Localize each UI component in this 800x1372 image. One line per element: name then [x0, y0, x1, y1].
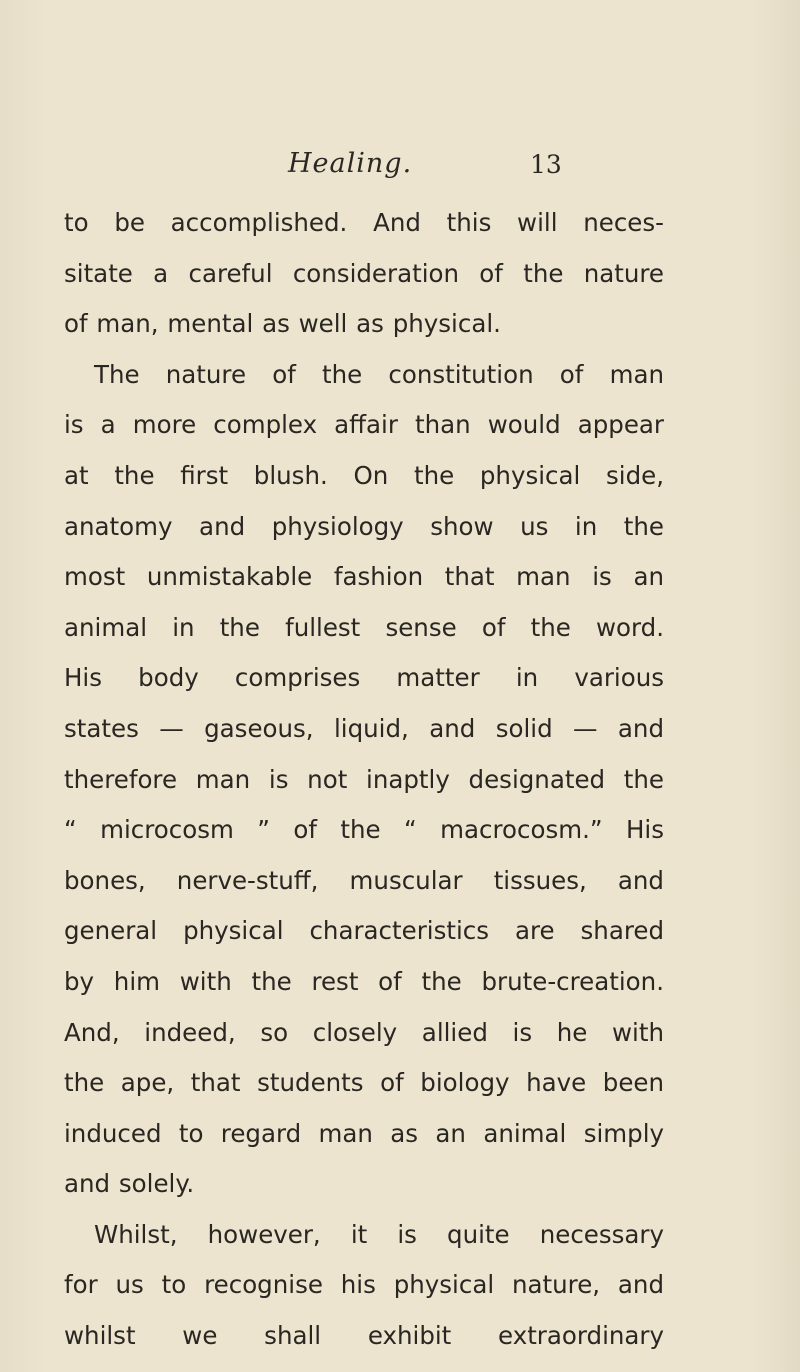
text-line: to be accomplished. And this will neces- — [64, 208, 664, 237]
text-line: induced to regard man as an animal simply — [64, 1118, 664, 1148]
text-line: by him with the rest of the brute-creation. — [64, 966, 664, 996]
text-line: therefore man is not inaptly designated the — [64, 764, 664, 794]
text-line: of man, mental as well as physical. — [64, 309, 501, 339]
text-line: and solely. — [64, 1169, 195, 1199]
text-line: for us to recognise his physical nature, and — [64, 1270, 664, 1300]
text-line: His body comprises matter in various — [64, 663, 664, 693]
body-text — [64, 198, 664, 1362]
text-line: bones, nerve-stuff, muscular tissues, and — [64, 865, 664, 895]
text-line: is a more complex affair than would appear — [64, 410, 664, 440]
text-line: The nature of the constitution of man — [94, 359, 664, 389]
text-line: Whilst, however, it is quite necessary — [94, 1219, 664, 1249]
text-line: the ape, that students of biology have been — [64, 1068, 664, 1098]
text-line: And, indeed, so closely allied is he with — [64, 1017, 664, 1047]
text-line: states — gaseous, liquid, and solid — and — [64, 713, 664, 743]
text-line: at the first blush. On the physical side, — [64, 460, 664, 490]
text-line: sitate a careful consideration of the nature — [64, 258, 664, 288]
running-head-title: Healing. — [288, 148, 413, 179]
text-line: “ microcosm ” of the “ macrocosm.” His — [64, 815, 664, 845]
page-number: 13 — [530, 150, 562, 179]
text-line: anatomy and physiology show us in the — [64, 511, 664, 541]
text-line: animal in the fullest sense of the word. — [64, 612, 664, 642]
text-line: most unmistakable fashion that man is an — [64, 562, 664, 592]
text-line: whilst we shall exhibit extraordinary — [64, 1321, 664, 1351]
running-head — [0, 148, 800, 188]
text-line: general physical characteristics are shared — [64, 916, 664, 946]
